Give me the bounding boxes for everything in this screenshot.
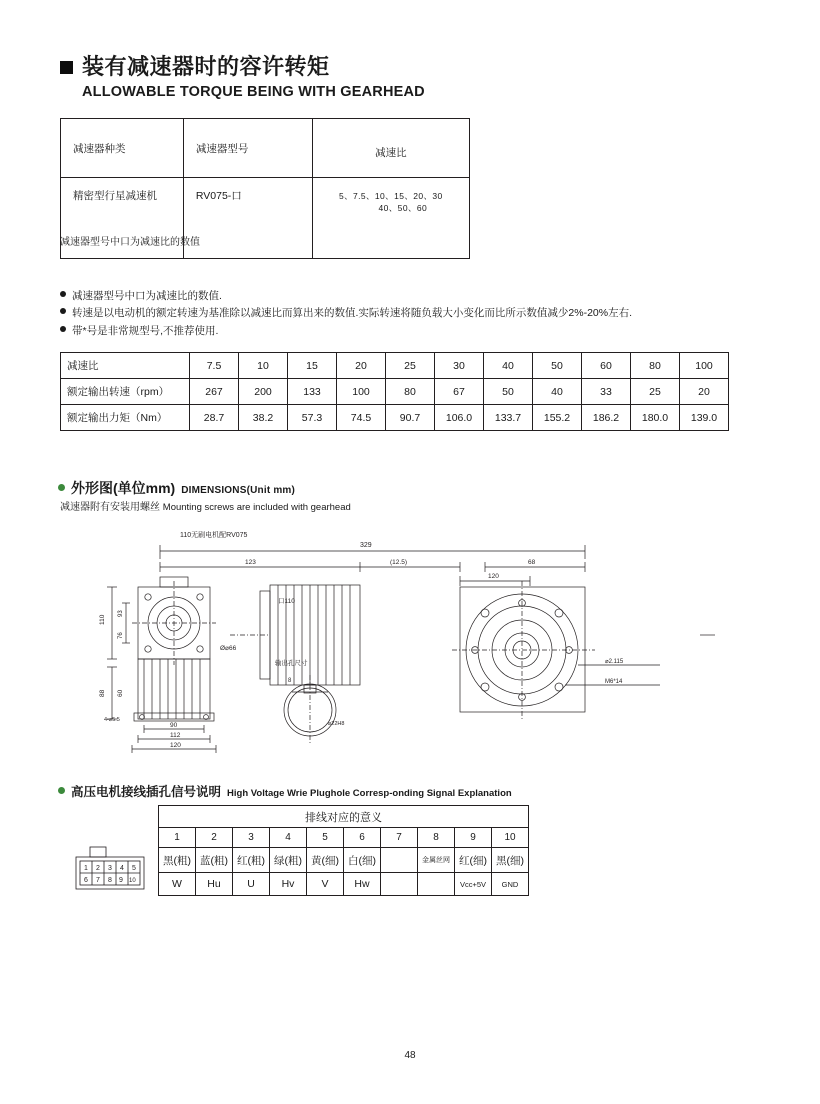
ratio-line-1: 5、7.5、10、15、20、30	[338, 191, 443, 201]
pin-number: 5	[307, 828, 344, 848]
th-gear-ratio: 减速比	[312, 119, 469, 178]
wire-color	[381, 848, 418, 873]
svg-text:120: 120	[488, 573, 499, 580]
title-chinese: 装有减速器时的容许转矩	[82, 54, 330, 79]
svg-text:123: 123	[245, 559, 256, 566]
table1-note: 减速器型号中口为减速比的数值	[60, 237, 200, 248]
pin-number: 1	[159, 828, 196, 848]
dimensions-heading	[58, 478, 295, 498]
dimensions-title-en: DIMENSIONS(Unit mm)	[181, 485, 296, 496]
cell: 200	[239, 379, 288, 405]
wire-color: 绿(粗)	[270, 848, 307, 873]
svg-text:60: 60	[117, 689, 124, 697]
wiring-title-en: High Voltage Wrie Plughole Corresp-onding Signal Explanation	[227, 788, 512, 799]
svg-text:1: 1	[84, 865, 88, 872]
connector-diagram	[72, 845, 152, 910]
wire-color: 白(细)	[344, 848, 381, 873]
svg-text:4: 4	[120, 865, 124, 872]
pin-number: 8	[418, 828, 455, 848]
dimensions-title-cn: 外形图(单位mm)	[71, 480, 176, 496]
cell: 15	[288, 353, 337, 379]
cell: 20	[680, 379, 729, 405]
table-row	[159, 848, 529, 873]
dimensions-subtitle-cn: 减速器附有安装用螺丝	[60, 502, 160, 513]
cell: 25	[631, 379, 680, 405]
wiring-title-cn: 高压电机接线插孔信号说明	[71, 785, 222, 799]
signal-name: GND	[492, 873, 529, 896]
svg-text:⌀2.115: ⌀2.115	[605, 659, 624, 665]
table-row	[61, 405, 729, 431]
svg-text:76: 76	[118, 632, 124, 639]
svg-text:110: 110	[99, 614, 106, 625]
list-item	[60, 288, 632, 305]
cell: 90.7	[386, 405, 435, 431]
cell: 50	[484, 379, 533, 405]
svg-text:3: 3	[108, 865, 112, 872]
svg-text:88: 88	[99, 689, 106, 697]
cell: 155.2	[533, 405, 582, 431]
signal-name	[418, 873, 455, 896]
cell: 7.5	[190, 353, 239, 379]
wire-color: 蓝(粗)	[196, 848, 233, 873]
svg-text:112: 112	[170, 732, 181, 739]
dimensions-subtitle-en: Mounting screws are included with gearhead	[162, 502, 351, 513]
cell: 186.2	[582, 405, 631, 431]
note-text: 减速器型号中口为减速比的数值.	[72, 290, 222, 302]
row-label-torque: 额定输出力矩（Nm）	[61, 405, 190, 431]
cell: 33	[582, 379, 631, 405]
svg-text:(12.5): (12.5)	[390, 559, 407, 566]
pin-number: 7	[381, 828, 418, 848]
svg-text:Ø⌀66: Ø⌀66	[220, 645, 237, 652]
signal-name: Vcc+5V	[455, 873, 492, 896]
cell: 50	[533, 353, 582, 379]
table-row	[159, 806, 529, 828]
wire-color: 黑(粗)	[159, 848, 196, 873]
cell: 40	[533, 379, 582, 405]
wiring-table	[158, 805, 529, 896]
svg-text:93: 93	[118, 610, 124, 617]
svg-text:120: 120	[170, 742, 181, 749]
th-gear-kind: 减速器种类	[61, 119, 184, 178]
cell: 10	[239, 353, 288, 379]
notes-list	[60, 288, 632, 340]
row-label-ratio: 减速比	[61, 353, 190, 379]
list-item	[60, 305, 632, 322]
wire-color: 金属丝网	[418, 848, 455, 873]
svg-text:8: 8	[288, 678, 292, 684]
green-dot-icon	[58, 787, 65, 794]
svg-text:90: 90	[170, 722, 178, 729]
signal-name: U	[233, 873, 270, 896]
cell: 180.0	[631, 405, 680, 431]
cell: 40	[484, 353, 533, 379]
svg-text:2: 2	[96, 865, 100, 872]
wire-color: 黑(细)	[492, 848, 529, 873]
svg-text:68: 68	[528, 559, 536, 566]
table-row	[61, 379, 729, 405]
pin-number: 10	[492, 828, 529, 848]
cell: 30	[435, 353, 484, 379]
cell: 106.0	[435, 405, 484, 431]
table-row	[159, 873, 529, 896]
svg-text:5: 5	[132, 865, 136, 872]
pin-number: 6	[344, 828, 381, 848]
list-item	[60, 323, 632, 340]
square-marker-icon	[60, 61, 73, 74]
td-gear-ratio	[312, 178, 469, 259]
cell: 139.0	[680, 405, 729, 431]
bullet-dot-icon	[60, 291, 66, 297]
cell: 74.5	[337, 405, 386, 431]
cell: 100	[680, 353, 729, 379]
svg-text:⌀22H8: ⌀22H8	[328, 721, 345, 727]
signal-name: Hv	[270, 873, 307, 896]
cell: 100	[337, 379, 386, 405]
pin-number: 9	[455, 828, 492, 848]
signal-name: V	[307, 873, 344, 896]
cell: 25	[386, 353, 435, 379]
cell: 267	[190, 379, 239, 405]
td-gear-model: RV075-口	[183, 178, 312, 259]
pin-number: 4	[270, 828, 307, 848]
cell: 80	[631, 353, 680, 379]
wire-color: 红(粗)	[233, 848, 270, 873]
page-title	[60, 55, 425, 100]
note-text: 带*号是非常规型号,不推荐使用.	[72, 324, 219, 337]
svg-text:M6*14: M6*14	[605, 679, 623, 685]
table-row	[61, 353, 729, 379]
cell: 57.3	[288, 405, 337, 431]
table-row	[159, 828, 529, 848]
wire-color: 黄(细)	[307, 848, 344, 873]
title-english: ALLOWABLE TORQUE BEING WITH GEARHEAD	[82, 84, 425, 101]
wiring-heading	[58, 782, 512, 800]
dimension-drawing	[60, 525, 760, 755]
signal-name: Hu	[196, 873, 233, 896]
svg-text:9: 9	[119, 877, 123, 884]
svg-text:8: 8	[108, 877, 112, 884]
svg-text:口110: 口110	[278, 598, 295, 605]
bullet-dot-icon	[60, 308, 66, 314]
cell: 20	[337, 353, 386, 379]
dimensions-subtitle	[60, 498, 351, 513]
cell: 80	[386, 379, 435, 405]
cell: 133.7	[484, 405, 533, 431]
signal-name: W	[159, 873, 196, 896]
note-text: 转速是以电动机的额定转速为基准除以减速比而算出来的数值.实际转速将随负载大小变化而比所示数值减少2%-20%左右.	[72, 307, 633, 320]
svg-text:7: 7	[96, 877, 100, 884]
row-label-speed: 额定输出转速（rpm）	[61, 379, 190, 405]
signal-name: Hw	[344, 873, 381, 896]
green-dot-icon	[58, 484, 65, 491]
wiring-table-caption: 排线对应的意义	[159, 806, 529, 828]
ratio-line-2: 40、50、60	[378, 203, 428, 214]
cell: 28.7	[190, 405, 239, 431]
table-row	[61, 119, 470, 178]
svg-text:6: 6	[84, 877, 88, 884]
title-row	[60, 55, 425, 79]
cell: 60	[582, 353, 631, 379]
pin-number: 2	[196, 828, 233, 848]
cell: 133	[288, 379, 337, 405]
cell: 67	[435, 379, 484, 405]
bullet-dot-icon	[60, 326, 66, 332]
svg-text:10: 10	[129, 878, 136, 884]
svg-text:输出孔尺寸: 输出孔尺寸	[275, 660, 308, 667]
wire-color: 红(细)	[455, 848, 492, 873]
page-number: 48	[404, 1050, 416, 1061]
cell: 38.2	[239, 405, 288, 431]
th-gear-model: 减速器型号	[183, 119, 312, 178]
signal-name	[381, 873, 418, 896]
svg-text:329: 329	[360, 542, 372, 549]
td-gear-kind: 精密型行星减速机	[61, 178, 184, 259]
ratio-spec-table	[60, 352, 729, 431]
svg-text:4-⌀5.5: 4-⌀5.5	[104, 717, 120, 723]
pin-number: 3	[233, 828, 270, 848]
drawing-caption-text: 110无刷电机配RV075	[180, 532, 248, 539]
